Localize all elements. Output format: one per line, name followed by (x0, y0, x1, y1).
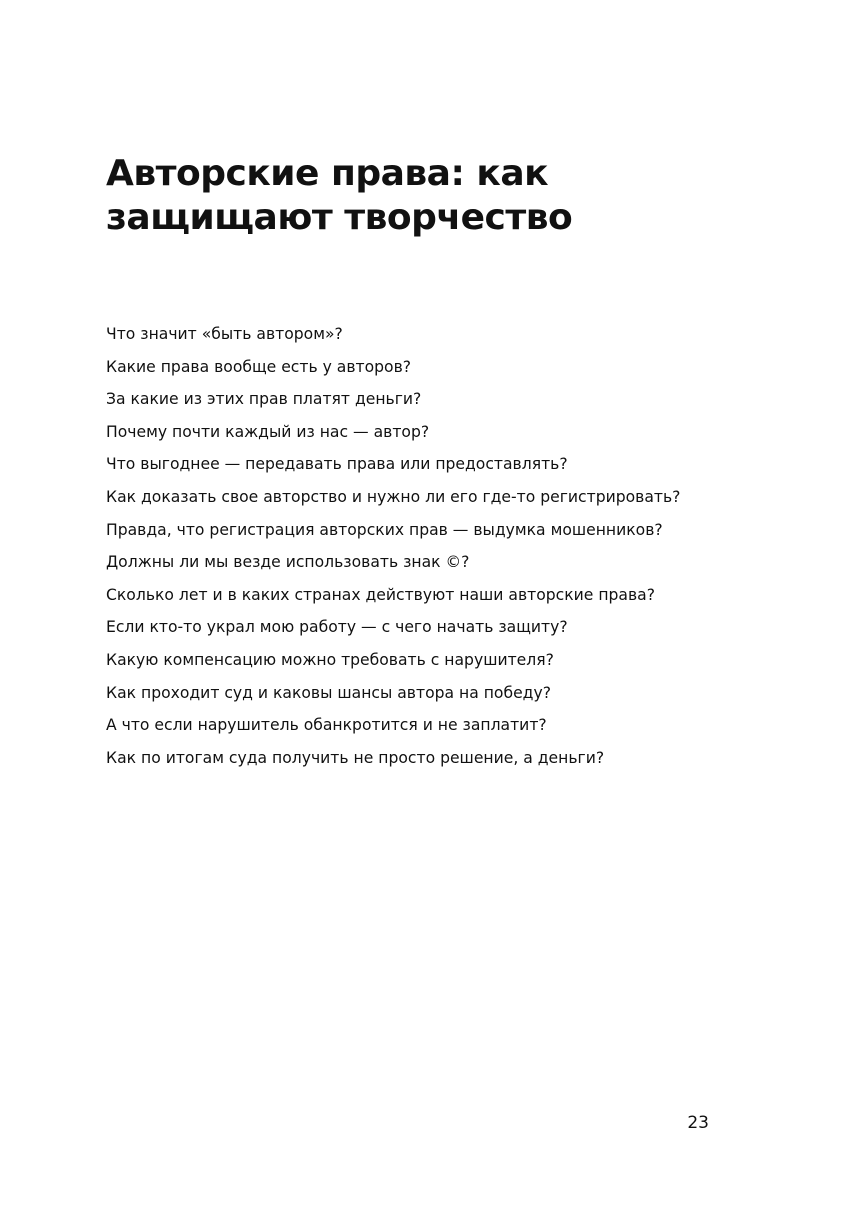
question-item: Как доказать свое авторство и нужно ли его где-то регистрировать? (106, 487, 681, 506)
question-item: Какие права вообще есть у авторов? (106, 357, 412, 376)
question-item: Почему почти каждый из нас — автор? (106, 422, 430, 441)
question-item: Что выгоднее — передавать права или предоставлять? (106, 455, 568, 474)
question-item: Сколько лет и в каких странах действуют наши авторские права? (106, 585, 656, 604)
question-list (106, 318, 806, 774)
question-item: За какие из этих прав платят деньги? (106, 390, 422, 409)
question-item: Если кто-то украл мою работу — с чего начать защиту? (106, 618, 568, 637)
question-item: Что значит «быть автором»? (106, 325, 343, 343)
question-item: Как по итогам суда получить не просто решение, а деньги? (106, 748, 605, 767)
question-item: А что если нарушитель обанкротится и не заплатит? (106, 716, 547, 735)
question-item: Должны ли мы везде использовать знак ©? (106, 553, 470, 572)
chapter-title (106, 152, 746, 240)
question-item: Как проходит суд и каковы шансы автора на победу? (106, 683, 551, 702)
question-item: Какую компенсацию можно требовать с нарушителя? (106, 650, 554, 669)
question-item: Правда, что регистрация авторских прав — выдумка мошенников? (106, 520, 663, 539)
chapter-title-line-1: Авторские права: как (106, 153, 549, 194)
page-number: 23 (687, 1113, 709, 1133)
chapter-title-line-2: защищают творчество (106, 197, 573, 238)
